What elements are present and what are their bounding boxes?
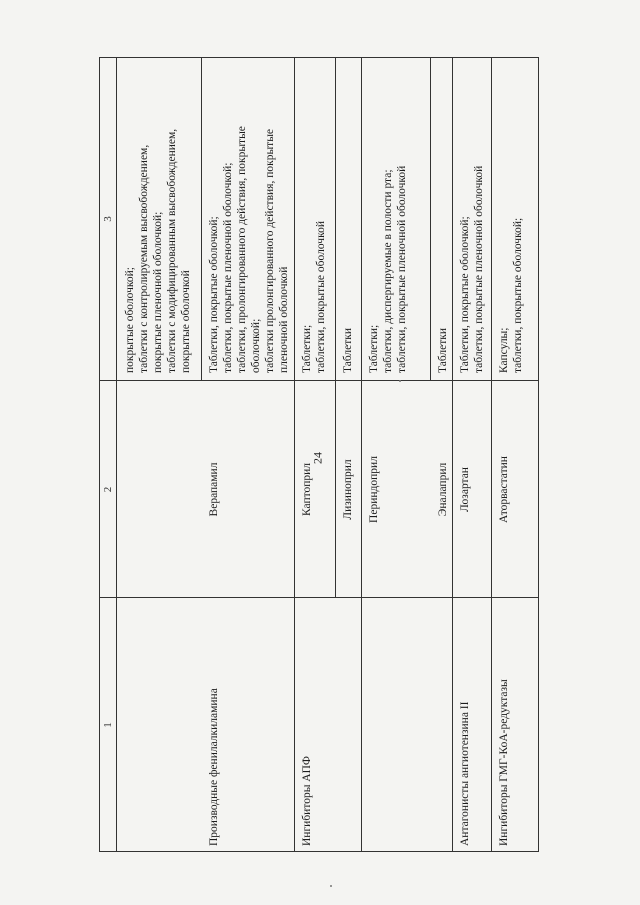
forms-line: таблетки с контролируемым высвобождением, <box>138 144 150 373</box>
column-header-3: 3 <box>102 216 114 222</box>
forms-line: Капсулы; <box>498 327 510 373</box>
table-border-bottom <box>538 57 539 852</box>
forms-cell <box>495 59 527 377</box>
row-separator <box>201 57 202 381</box>
forms-line: покрытые оболочкой; <box>124 267 136 373</box>
page-number: 24 <box>310 452 325 464</box>
group-name: Антагонисты ангиотензина II <box>459 701 471 846</box>
row-separator <box>361 598 362 852</box>
row-separator <box>430 57 431 381</box>
row-separator <box>335 57 336 598</box>
forms-cell <box>456 59 488 377</box>
group-name: Ингибиторы АПФ <box>301 755 313 846</box>
forms-line: таблетки, пролонгированного действия, покрытые <box>236 126 248 373</box>
forms-line: таблетки, покрытые пленочной оболочкой <box>473 165 485 373</box>
forms-line: покрытые оболочкой <box>180 270 192 373</box>
drug-cell <box>495 383 513 596</box>
column-header-1: 1 <box>102 722 114 728</box>
drug-name: Каптоприл <box>301 462 313 517</box>
forms-line: таблетки, диспергируемые в полости рта; <box>382 169 394 373</box>
drug-name: Верапамил <box>208 462 220 517</box>
forms-line: Таблетки; <box>301 324 313 373</box>
table-border-top <box>99 57 100 852</box>
forms-line: пленочной оболочкой <box>278 266 290 373</box>
group-cell <box>298 600 316 850</box>
forms-cell <box>339 59 357 377</box>
forms-line: таблетки с модифицированным высвобождением, <box>166 128 178 373</box>
drug-cell <box>365 383 383 596</box>
forms-line: Таблетки <box>342 327 354 373</box>
forms-line: таблетки, покрытые пленочной оболочкой <box>396 165 408 373</box>
column-divider-2 <box>99 380 539 381</box>
group-name: Производные фенилалкиламина <box>208 688 220 846</box>
forms-line: таблетки, покрытые оболочкой <box>315 221 327 373</box>
forms-line: Таблетки, покрытые оболочкой; <box>208 216 220 373</box>
group-cell <box>495 600 513 850</box>
drug-name: Лозартан <box>459 467 471 512</box>
forms-line: Таблетки, покрытые оболочкой; <box>459 216 471 373</box>
drug-cell <box>434 383 452 596</box>
group-name: Ингибиторы ГМГ-КоА-редуктазы <box>498 679 510 846</box>
forms-cell <box>365 59 411 377</box>
forms-cell <box>434 59 452 377</box>
drug-name: Лизиноприл <box>342 459 354 520</box>
forms-line: таблетки, покрытые оболочкой; <box>512 217 524 373</box>
row-separator <box>361 57 362 598</box>
forms-line: таблетки, покрытые пленочной оболочкой; <box>222 162 234 373</box>
drug-cell <box>298 383 316 596</box>
drug-name: Аторвастатин <box>498 456 510 523</box>
drug-name: Эналаприл <box>437 462 449 517</box>
forms-line: покрытые пленочной оболочкой; <box>152 211 164 373</box>
drug-cell <box>205 383 223 596</box>
drug-name: Периндоприл <box>368 456 380 523</box>
drug-table <box>99 57 539 852</box>
forms-line: Таблетки; <box>368 324 380 373</box>
row-separator <box>294 57 295 852</box>
row-separator <box>452 57 453 852</box>
group-cell <box>456 600 474 850</box>
group-cell <box>205 600 223 850</box>
column-header-2: 2 <box>102 486 114 493</box>
scan-speck <box>330 885 332 887</box>
forms-cell <box>298 59 330 377</box>
column-divider-1 <box>99 597 539 598</box>
drug-cell <box>456 383 474 596</box>
row-separator <box>491 57 492 852</box>
forms-line: таблетки пролонгированного действия, покрытые <box>264 128 276 373</box>
header-separator <box>116 57 117 852</box>
forms-cell <box>121 59 201 377</box>
drug-cell <box>339 383 357 596</box>
table-border-left <box>99 851 539 852</box>
table-border-right <box>99 57 539 58</box>
forms-line: Таблетки <box>437 327 449 373</box>
forms-cell <box>205 59 293 377</box>
table-wrapper <box>99 57 539 852</box>
scan-speck <box>399 380 401 382</box>
forms-line: оболочкой; <box>250 318 262 373</box>
